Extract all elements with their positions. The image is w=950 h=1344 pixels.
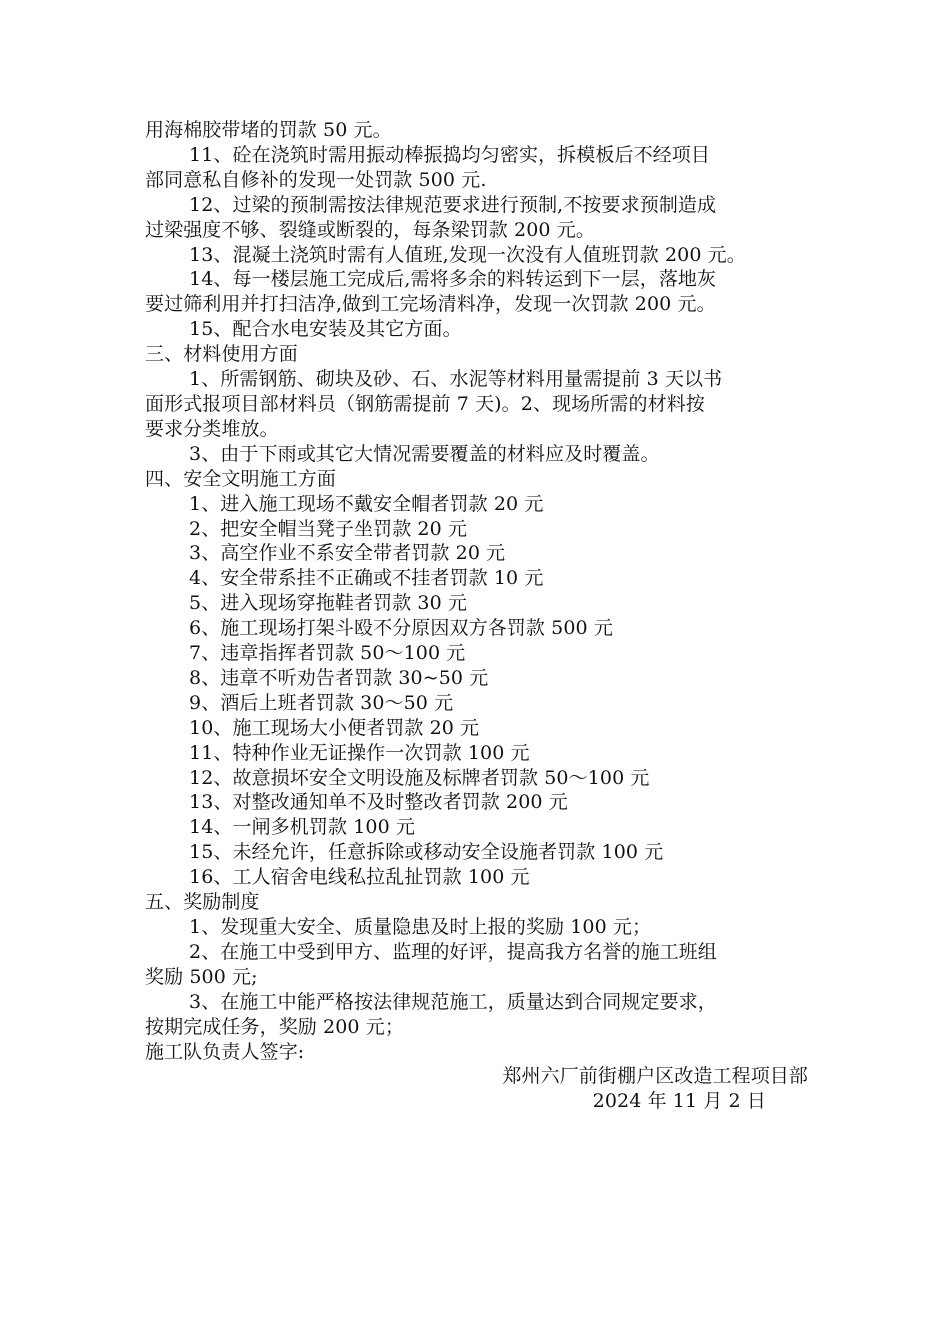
text-line-40: 2024 年 11 月 2 日: [592, 1090, 766, 1113]
text-line-35: 奖励 500 元;: [145, 965, 258, 988]
text-line-27: 12、故意损坏安全文明设施及标牌者罚款 50～100 元: [189, 766, 650, 789]
text-line-37: 按期完成任务，奖励 200 元；: [145, 1015, 404, 1038]
text-line-25: 10、施工现场大小便者罚款 20 元: [189, 716, 480, 739]
text-line-16: 1、进入施工现场不戴安全帽者罚款 20 元: [189, 492, 544, 515]
text-line-39: 郑州六厂前街棚户区改造工程项目部: [502, 1065, 808, 1088]
text-line-18: 3、高空作业不系安全带者罚款 20 元: [189, 542, 506, 565]
text-line-4: 12、过梁的预制需按法律规范要求进行预制,不按要求预制造成: [189, 193, 717, 216]
text-line-28: 13、对整改通知单不及时整改者罚款 200 元: [189, 791, 568, 814]
text-line-30: 15、未经允许，任意拆除或移动安全设施者罚款 100 元: [189, 841, 664, 864]
text-line-36: 3、在施工中能严格按法律规范施工，质量达到合同规定要求，: [189, 990, 717, 1013]
text-line-32: 五、奖励制度: [145, 891, 260, 914]
text-line-9: 15、配合水电安装及其它方面。: [189, 318, 462, 341]
text-line-34: 2、在施工中受到甲方、监理的好评，提高我方名誉的施工班组: [189, 940, 717, 963]
text-line-20: 5、进入现场穿拖鞋者罚款 30 元: [189, 592, 468, 615]
text-line-19: 4、安全带系挂不正确或不挂者罚款 10 元: [189, 567, 544, 590]
text-line-14: 3、由于下雨或其它大情况需要覆盖的材料应及时覆盖。: [189, 442, 660, 465]
text-line-21: 6、施工现场打架斗殴不分原因双方各罚款 500 元: [189, 617, 613, 640]
text-line-10: 三、材料使用方面: [145, 343, 298, 366]
text-line-11: 1、所需钢筋、砌块及砂、石、水泥等材料用量需提前 3 天以书: [189, 368, 723, 391]
text-line-31: 16、工人宿舍电线私拉乱扯罚款 100 元: [189, 866, 530, 889]
text-line-33: 1、发现重大安全、质量隐患及时上报的奖励 100 元；: [189, 916, 652, 938]
text-line-29: 14、一闸多机罚款 100 元: [189, 816, 416, 839]
text-line-3: 部同意私自修补的发现一处罚款 500 元.: [145, 168, 487, 191]
text-line-5: 过梁强度不够、裂缝或断裂的，每条梁罚款 200 元。: [145, 218, 595, 241]
text-line-17: 2、把安全帽当凳子坐罚款 20 元: [189, 517, 468, 540]
text-line-1: 用海棉胶带堵的罚款 50 元。: [145, 119, 392, 141]
text-line-38: 施工队负责人签字:: [145, 1040, 305, 1063]
document-page: [145, 118, 810, 1114]
text-line-12: 面形式报项目部材料员（钢筋需提前 7 天)。2、现场所需的材料按: [145, 392, 705, 415]
text-line-13: 要求分类堆放。: [145, 417, 279, 440]
text-line-7: 14、每一楼层施工完成后,需将多余的料转运到下一层，落地灰: [189, 268, 717, 291]
text-line-24: 9、酒后上班者罚款 30～50 元: [189, 691, 454, 714]
text-line-8: 要过筛利用并打扫洁净,做到工完场清料净，发现一次罚款 200 元。: [145, 293, 716, 316]
text-line-6: 13、混凝土浇筑时需有人值班,发现一次没有人值班罚款 200 元。: [189, 243, 746, 266]
text-line-15: 四、安全文明施工方面: [145, 467, 337, 490]
text-line-22: 7、违章指挥者罚款 50～100 元: [189, 642, 466, 665]
text-line-26: 11、特种作业无证操作一次罚款 100 元: [189, 741, 530, 764]
text-line-23: 8、违章不听劝告者罚款 30~50 元: [189, 666, 489, 689]
text-line-2: 11、砼在浇筑时需用振动棒振捣均匀密实，拆模板后不经项目: [189, 143, 710, 166]
